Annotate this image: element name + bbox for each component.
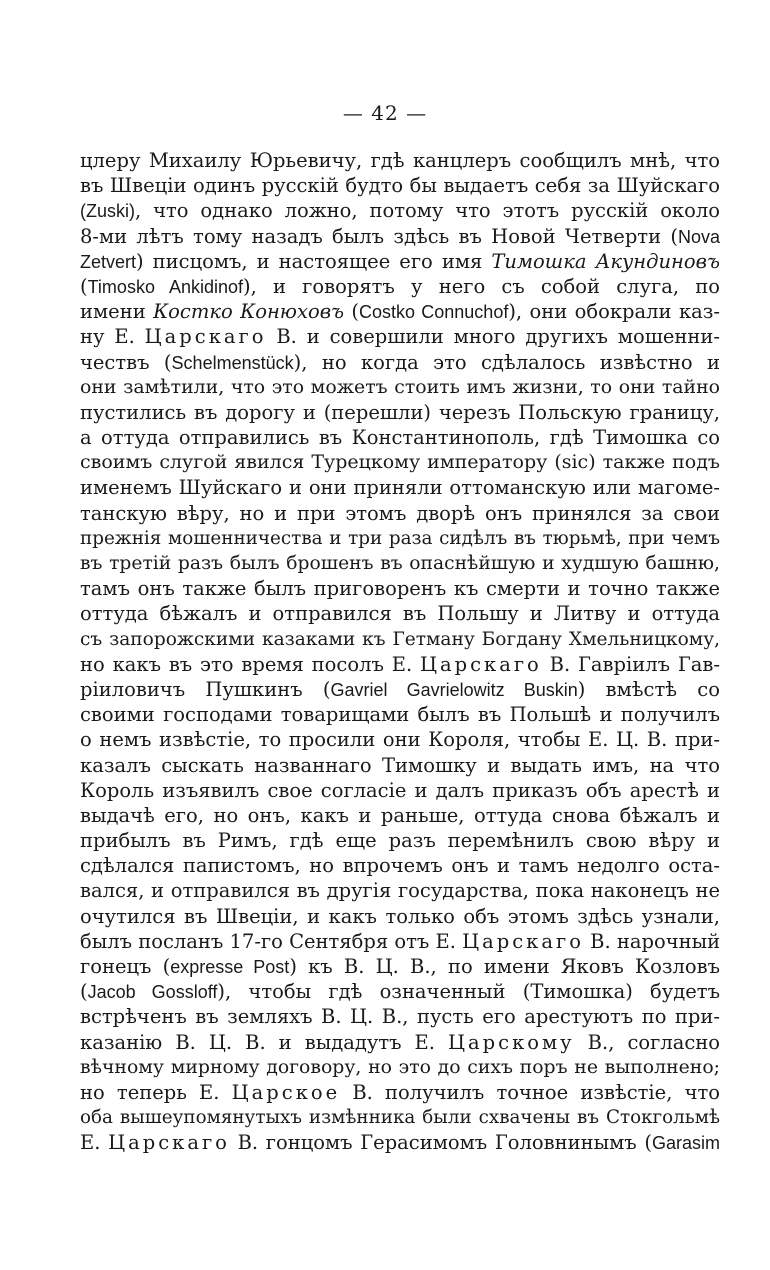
text-line [80, 350, 720, 375]
text-line [80, 803, 720, 828]
text-segment: танскую вѣру, но и при этомъ дворѣ онъ принялся за свои [80, 501, 720, 525]
text-segment: Zetvert [80, 251, 137, 272]
text-line [80, 677, 720, 702]
text-line [80, 904, 720, 929]
text-segment: 8-ми лѣтъ тому назадъ былъ здѣсь въ Новой Четверти ( [80, 224, 678, 248]
text-segment: В. нарочный [583, 929, 721, 953]
text-segment: Царское [231, 1080, 341, 1104]
text-line [80, 450, 720, 475]
text-line [80, 425, 720, 450]
text-segment: В. и совершили много другихъ мошенни- [266, 325, 720, 349]
text-segment: expresse Post [170, 957, 290, 977]
text-line [80, 324, 720, 349]
text-segment: ), они обокрали каз- [508, 300, 720, 324]
text-segment: ), и говорятъ у него съ собой слуга, по [243, 274, 720, 298]
text-line [80, 475, 720, 500]
text-segment: Царскому [448, 1030, 575, 1054]
text-segment: въ Швеціи одинъ русскій будто бы выдаетъ себя за Шуйскаго [80, 174, 720, 198]
text-line [80, 627, 720, 652]
text-line [80, 954, 720, 979]
text-segment: имени [80, 300, 154, 324]
text-segment: ), но когда это сдѣлалось извѣстно и [293, 350, 720, 374]
text-line [80, 576, 720, 601]
text-segment: Тимошка Акундиновъ [491, 249, 720, 273]
text-line [80, 400, 720, 425]
text-line [80, 148, 720, 173]
text-segment: оба вышеупомянутыхъ измѣнника были схвачены въ Стокгольмѣ [80, 1107, 720, 1129]
text-segment: ) писцомъ, и настоящее его имя [136, 249, 492, 273]
text-line [80, 501, 720, 526]
text-segment: прежнія мошенничества и три раза сидѣлъ въ тюрьмѣ, при чемъ [80, 527, 720, 549]
text-line [80, 753, 720, 778]
text-line [80, 551, 720, 576]
text-segment: Костко Конюховъ [153, 300, 345, 324]
text-segment: чествъ ( [80, 350, 172, 374]
text-segment: своимъ слугой явился Турецкому императору (sic) также подъ [80, 451, 720, 474]
text-line [80, 979, 720, 1004]
text-segment: оттуда бѣжалъ и отправился въ Польшу и Литву и оттуда [80, 602, 720, 626]
text-line [80, 224, 720, 249]
text-segment: Schelmenstück [171, 352, 294, 373]
text-line [80, 878, 720, 903]
text-segment: Царскаго [419, 652, 542, 676]
text-segment: ріиловичъ Пушкинъ ( [80, 677, 331, 701]
text-segment: встрѣченъ въ земляхъ В. Ц. В., пусть его арестуютъ по при- [80, 1005, 720, 1029]
text-segment: Царскаго [144, 325, 267, 349]
text-segment: ну Е. [80, 325, 145, 349]
text-line [80, 702, 720, 727]
text-segment: казанію В. Ц. В. и выдадутъ Е. [80, 1030, 449, 1054]
text-segment: Король изъявилъ свое согласіе и далъ приказъ объ арестѣ и [80, 778, 720, 802]
text-segment: выдачѣ его, но онъ, какъ и раньше, оттуда снова бѣжалъ и [80, 803, 720, 827]
text-line [80, 1105, 720, 1130]
page-number: — 42 — [342, 101, 428, 125]
text-segment: Е. [80, 1131, 109, 1155]
text-line [80, 1130, 720, 1155]
text-segment: гонецъ ( [80, 955, 171, 978]
text-line [80, 173, 720, 198]
text-line [80, 1030, 720, 1055]
text-segment: В., согласно [574, 1030, 720, 1054]
text-segment: В. получилъ точное извѣстіе, что [340, 1080, 720, 1104]
text-segment: Jacob Gossloff [87, 982, 218, 1003]
text-line [80, 1055, 720, 1080]
text-segment: (Zuski) [80, 201, 135, 222]
text-segment: тамъ онъ также былъ приговоренъ къ смерти и точно также [80, 577, 720, 601]
text-segment: вался, и отправился въ другія государства, пока наконецъ не [80, 879, 720, 903]
text-segment: своими господами товарищами былъ въ Польшѣ и получилъ [80, 703, 720, 727]
text-segment: былъ посланъ 17-го Сентября отъ Е. [80, 929, 463, 953]
text-segment: ) вмѣстѣ со [577, 677, 720, 701]
text-segment: пустились въ дорогу и (перешли) черезъ Польскую границу, [80, 400, 720, 424]
text-line [80, 526, 720, 551]
text-segment: но теперь Е. [80, 1080, 232, 1104]
text-segment: В. Гаврiилъ Гав- [541, 652, 720, 676]
text-line [80, 375, 720, 400]
text-segment: ( [80, 274, 88, 298]
text-line [80, 249, 720, 274]
text-segment: о немъ извѣстіе, то просили они Короля, чтобы Е. Ц. В. при- [80, 728, 720, 752]
text-segment: , что однако ложно, потому что этотъ русскій около [135, 199, 720, 223]
text-segment: именемъ Шуйскаго и они приняли оттоманскую или магоме- [80, 476, 720, 500]
text-segment: прибылъ въ Римъ, гдѣ еще разъ перемѣнилъ свою вѣру и [80, 829, 720, 853]
text-line [80, 853, 720, 878]
text-segment: они замѣтили, что это можетъ стоить имъ жизни, то они тайно [80, 375, 720, 398]
text-segment: съ запорожскими казаками къ Гетману Богдану Хмельницкому, [80, 628, 720, 650]
text-line [80, 601, 720, 626]
text-segment: В. гонцомъ Герасимомъ Головнинымъ ( [229, 1131, 652, 1155]
text-line [80, 274, 720, 299]
text-line [80, 1080, 720, 1105]
text-line [80, 929, 720, 954]
text-line [80, 1004, 720, 1029]
body-text [80, 148, 720, 1156]
text-segment: ( [344, 300, 360, 324]
text-segment: ), чтобы гдѣ означенный (Тимошка) будетъ [217, 980, 720, 1004]
text-segment: а оттуда отправились въ Константинополь, гдѣ Тимошка со [80, 426, 720, 450]
text-line [80, 299, 720, 324]
text-segment: цлеру Михаилу Юрьевичу, гдѣ канцлеръ сообщилъ мнѣ, что [80, 149, 720, 172]
text-line [80, 727, 720, 752]
text-segment: казалъ сыскать названнаго Тимошку и выдать имъ, на что [80, 753, 720, 777]
text-segment: Costko Connuchof [359, 302, 509, 323]
text-segment: Garasim [651, 1133, 720, 1154]
text-segment: Timosko Ankidinof [87, 276, 243, 297]
text-segment: Nova [677, 226, 720, 247]
text-segment: Царскаго [108, 1131, 230, 1155]
text-line [80, 198, 720, 223]
text-line [80, 778, 720, 803]
text-segment: ) къ В. Ц. В., по имени Яковъ Козловъ [289, 955, 720, 978]
text-segment: Gavriel Gavrielowitz Buskin [330, 679, 578, 700]
text-segment: сдѣлался папистомъ, но впрочемъ онъ и тамъ недолго оста- [80, 854, 720, 878]
text-segment: Царскаго [462, 929, 584, 953]
text-line [80, 828, 720, 853]
text-segment: вѣчному мирному договору, но это до сихъ поръ не выполнено; [80, 1056, 720, 1078]
text-segment: очутился въ Швеціи, и какъ только объ этомъ здѣсь узнали, [80, 904, 720, 928]
text-segment: ( [80, 980, 88, 1004]
text-segment: но какъ въ это время посолъ Е. [80, 652, 420, 676]
text-segment: въ третій разъ былъ брошенъ въ опаснѣйшую и худшую башню, [80, 553, 720, 574]
text-line [80, 652, 720, 677]
